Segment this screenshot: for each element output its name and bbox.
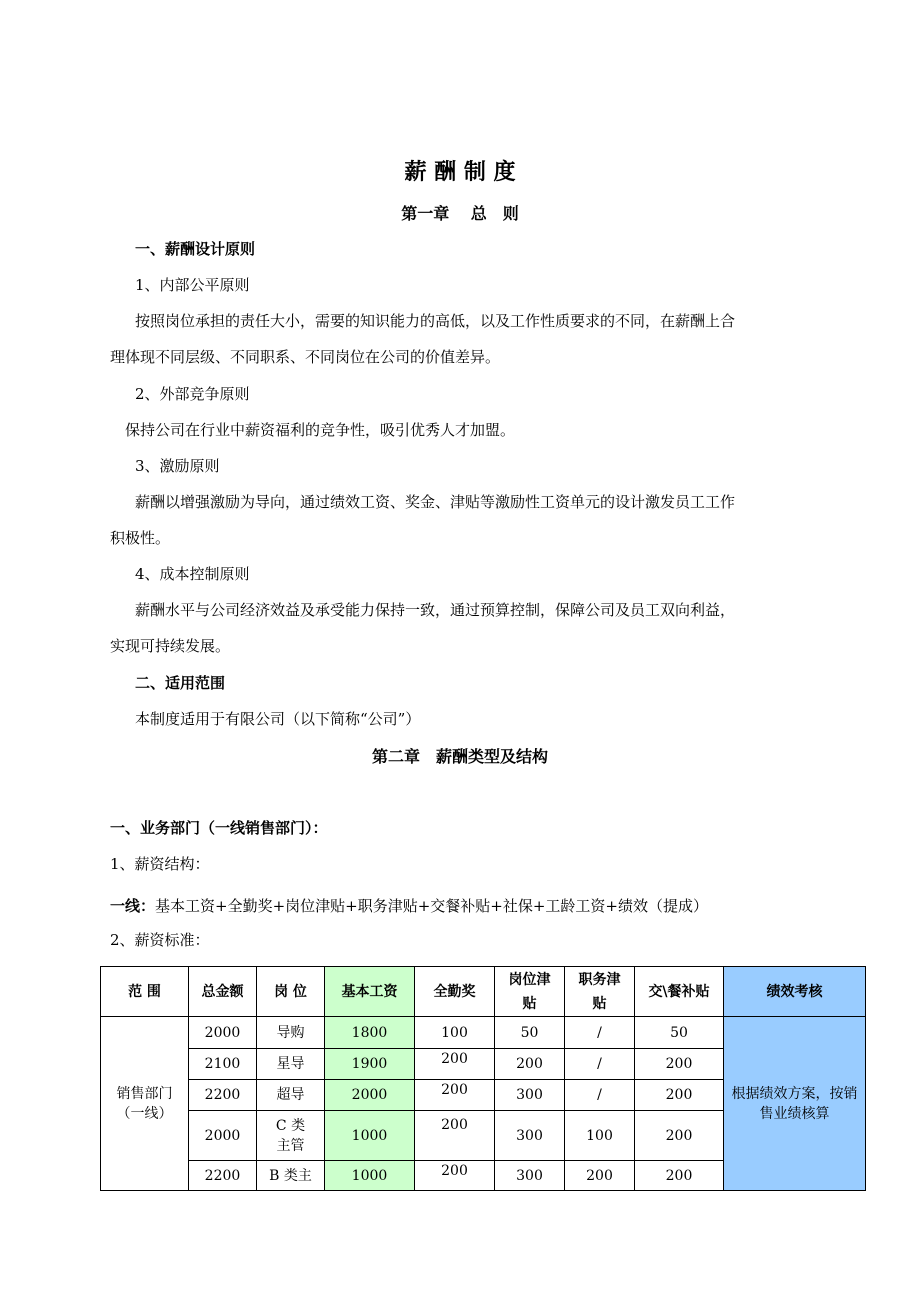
header-cell: 总金额	[189, 967, 257, 1017]
paragraph: 本制度适用于有限公司（以下简称“公司”）	[135, 710, 421, 728]
cell: 50	[495, 1017, 565, 1049]
header-cell: 基本工资	[325, 967, 415, 1017]
table-header-row	[101, 967, 866, 1017]
cell: 200	[415, 1080, 495, 1111]
cell: 2000	[189, 1111, 257, 1161]
paragraph: 理体现不同层级、不同职系、不同岗位在公司的价值差异。	[110, 348, 501, 366]
paragraph: 实现可持续发展。	[110, 637, 231, 655]
cell: 100	[415, 1017, 495, 1049]
paragraph: 2、外部竞争原则	[135, 385, 250, 403]
cell: 200	[415, 1111, 495, 1161]
cell: /	[565, 1017, 635, 1049]
paragraph: 薪酬水平与公司经济效益及承受能力保持一致，通过预算控制，保障公司及员工双向利益，	[135, 601, 736, 619]
cell: 2000	[325, 1080, 415, 1111]
cell: 200	[635, 1111, 724, 1161]
cell: 200	[415, 1049, 495, 1080]
cell: 超导	[257, 1080, 325, 1111]
line-text: 基本工资+全勤奖+岗位津贴+职务津贴+交餐补贴+社保+工龄工资+绩效（提成）	[155, 897, 708, 915]
salary-table	[100, 966, 866, 1191]
cell: 2100	[189, 1049, 257, 1080]
header-cell: 绩效考核	[724, 967, 866, 1017]
paragraph: 1、内部公平原则	[135, 276, 250, 294]
cell: 200	[635, 1161, 724, 1191]
section-heading: 一、业务部门（一线销售部门）：	[110, 819, 328, 837]
paragraph: 4、成本控制原则	[135, 565, 250, 583]
paragraph: 3、激励原则	[135, 457, 220, 475]
paragraph: 按照岗位承担的责任大小，需要的知识能力的高低，以及工作性质要求的不同，在薪酬上合	[135, 312, 736, 330]
cell: 200	[415, 1161, 495, 1191]
cell: 1000	[325, 1111, 415, 1161]
scope-cell: 销售部门（一线）	[101, 1017, 189, 1191]
cell: 星导	[257, 1049, 325, 1080]
cell: 1900	[325, 1049, 415, 1080]
cell: 300	[495, 1161, 565, 1191]
cell: 100	[565, 1111, 635, 1161]
cell: B 类主	[257, 1161, 325, 1191]
paragraph: 2、薪资标准：	[110, 931, 210, 949]
cell: 2200	[189, 1161, 257, 1191]
cell: 2200	[189, 1080, 257, 1111]
cell: 50	[635, 1017, 724, 1049]
header-cell: 范 围	[101, 967, 189, 1017]
paragraph: 积极性。	[110, 529, 171, 547]
header-cell: 岗 位	[257, 967, 325, 1017]
cell: 200	[635, 1080, 724, 1111]
paragraph: 保持公司在行业中薪资福利的竞争性，吸引优秀人才加盟。	[125, 421, 516, 439]
paragraph: 薪酬以增强激励为导向，通过绩效工资、奖金、津贴等激励性工资单元的设计激发员工工作	[135, 493, 736, 511]
cell: 1000	[325, 1161, 415, 1191]
perf-cell: 根据绩效方案，按销售业绩核算	[724, 1017, 866, 1191]
cell: 2000	[189, 1017, 257, 1049]
cell: C 类主管	[257, 1111, 325, 1161]
table-row	[101, 1017, 866, 1049]
header-cell: 岗位津贴	[495, 967, 565, 1017]
doc-title: 薪 酬 制 度	[404, 160, 516, 185]
cell: 300	[495, 1111, 565, 1161]
header-cell: 交\餐补贴	[635, 967, 724, 1017]
cell: 1800	[325, 1017, 415, 1049]
cell: /	[565, 1080, 635, 1111]
structure-line	[110, 895, 708, 916]
header-cell: 职务津贴	[565, 967, 635, 1017]
cell: 导购	[257, 1017, 325, 1049]
cell: 200	[635, 1049, 724, 1080]
line-label: 一线：	[110, 897, 156, 915]
chapter-1-heading: 第一章 总 则	[401, 204, 519, 223]
paragraph: 1、薪资结构：	[110, 855, 210, 873]
cell: 200	[495, 1049, 565, 1080]
cell: 200	[565, 1161, 635, 1191]
section-heading: 一、薪酬设计原则	[135, 240, 256, 258]
cell: 300	[495, 1080, 565, 1111]
header-cell: 全勤奖	[415, 967, 495, 1017]
chapter-2-heading: 第二章 薪酬类型及结构	[371, 747, 548, 766]
section-heading: 二、适用范围	[135, 674, 226, 692]
cell: /	[565, 1049, 635, 1080]
